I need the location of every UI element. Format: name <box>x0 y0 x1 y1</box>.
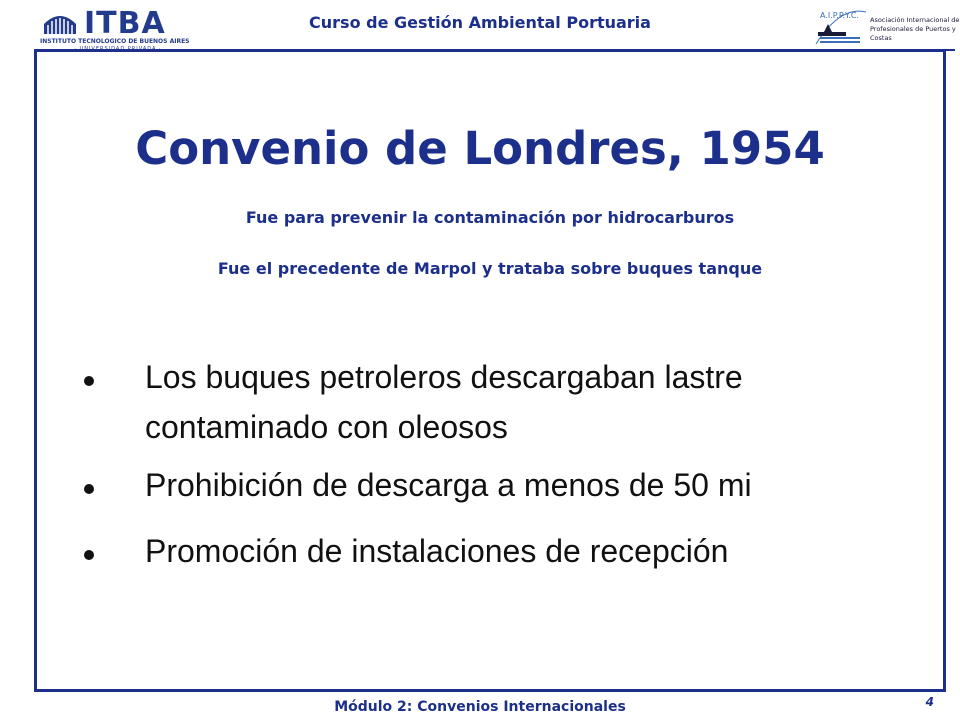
itba-logo-line1: INSTITUTO TECNOLOGICO DE BUENOS AIRES <box>40 38 190 45</box>
aippyc-logo <box>810 0 960 50</box>
itba-logo-text: ITBA <box>84 6 166 41</box>
bullet-text: Promoción de instalaciones de recepción <box>145 533 729 569</box>
bullet-dot-icon <box>84 376 94 386</box>
course-title: Curso de Gestión Ambiental Portuaria <box>309 13 651 32</box>
aippyc-logo-text <box>870 16 960 43</box>
aippyc-emblem-icon <box>810 0 870 50</box>
page-number: 4 <box>925 695 934 709</box>
aippyc-line1: Asociación Internacional de <box>870 16 960 24</box>
footer-module-title: Módulo 2: Convenios Internacionales <box>334 699 626 715</box>
bullet-item <box>80 352 920 452</box>
slide-title: Convenio de Londres, 1954 <box>135 122 825 175</box>
svg-text:A.I.P.P.Y.C.: A.I.P.P.Y.C. <box>820 11 859 20</box>
bullet-item <box>80 526 920 576</box>
bullet-item <box>80 460 920 510</box>
slide-subtitle-1: Fue para prevenir la contaminación por hidrocarburos <box>245 208 735 227</box>
aippyc-line2: Profesionales de Puertos y Costas <box>870 25 956 42</box>
bullet-dot-icon <box>84 484 94 494</box>
bullet-list <box>80 352 920 576</box>
bullet-text: Los buques petroleros descargaban lastre contaminado con oleosos <box>145 359 743 445</box>
slide-subtitle-2: Fue el precedente de Marpol y trataba sobre buques tanque <box>217 259 763 278</box>
bullet-text: Prohibición de descarga a menos de 50 mi <box>145 467 752 503</box>
bullet-dot-icon <box>84 550 94 560</box>
